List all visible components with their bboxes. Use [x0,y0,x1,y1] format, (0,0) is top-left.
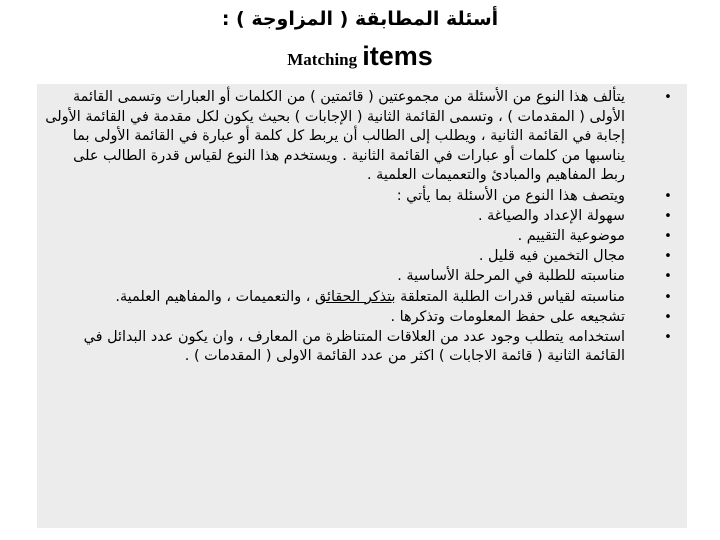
list-item [45,288,675,308]
list-item [45,328,675,367]
bullet-list [37,88,687,367]
list-item [45,88,675,186]
item-text: مجال التخمين فيه قليل . [478,248,625,265]
title-word-items: items [362,41,433,71]
list-item [45,267,675,287]
item-text: موضوعية التقييم . [517,227,625,244]
title-word-matching: Matching [287,50,358,69]
list-item [45,247,675,267]
item-text: تشجيعه على حفظ المعلومات وتذكرها . [390,308,625,325]
item-text: سهولة الإعداد والصياغة . [477,207,625,224]
item-text-after: ، والتعميمات ، والمفاهيم العلمية. [115,288,315,305]
bullet-icon: • [664,90,672,105]
item-text [115,289,625,305]
page-title-english [0,40,720,76]
item-text: مناسبته للطلبة في المرحلة الأساسية . [397,268,625,285]
item-text: استخدامه يتطلب وجود عدد من العلاقات المتناظرة من المعارف ، وان يكون عدد البدائل في القائمة الثانية ( قائمة الاجابات ) اكثر من عدد القائمة الاولى ( المقدمات ) . [83,328,625,365]
list-item [45,227,675,247]
item-text: يتألف هذا النوع من الأسئلة من مجموعتين ( قائمتين ) من الكلمات أو العبارات وتسمى القائمة الأولى ( المقدمات ) ، وتسمى القائمة الثانية ( الإجابات ) بحيث يكون لكل مقدمة في القائمة الأولى إجابة في القائمة الثانية ، ويطلب إلى الطالب أن يربط كل كلمة أو عبارة في القائمة الأولى بما يناسبها من كلمات أو عبارات في القائمة الثانية . ويستخدم هذا النوع لقياس قدرة الطالب على ربط المفاهيم والمبادئ والتعميمات العلمية . [45,89,625,184]
bullet-icon: • [664,188,672,204]
bullet-icon: • [664,309,672,325]
bullet-icon: • [664,269,672,285]
item-text: ويتصف هذا النوع من الأسئلة بما يأتي : [396,187,625,204]
bullet-icon: • [664,228,672,244]
page-title-arabic: أسئلة المطابقة ( المزاوجة ) : [221,8,499,30]
bullet-icon: • [664,289,672,305]
item-text-before: مناسبته لقياس قدرات الطلبة المتعلقة [395,288,625,305]
bullet-icon: • [664,208,672,224]
bullet-icon: • [664,329,672,345]
item-text-underlined: بتذكر الحقائق [314,288,396,305]
list-item [45,308,675,328]
list-item [45,187,675,207]
list-item [45,207,675,227]
bullet-icon: • [664,249,672,265]
content-panel [37,84,687,528]
